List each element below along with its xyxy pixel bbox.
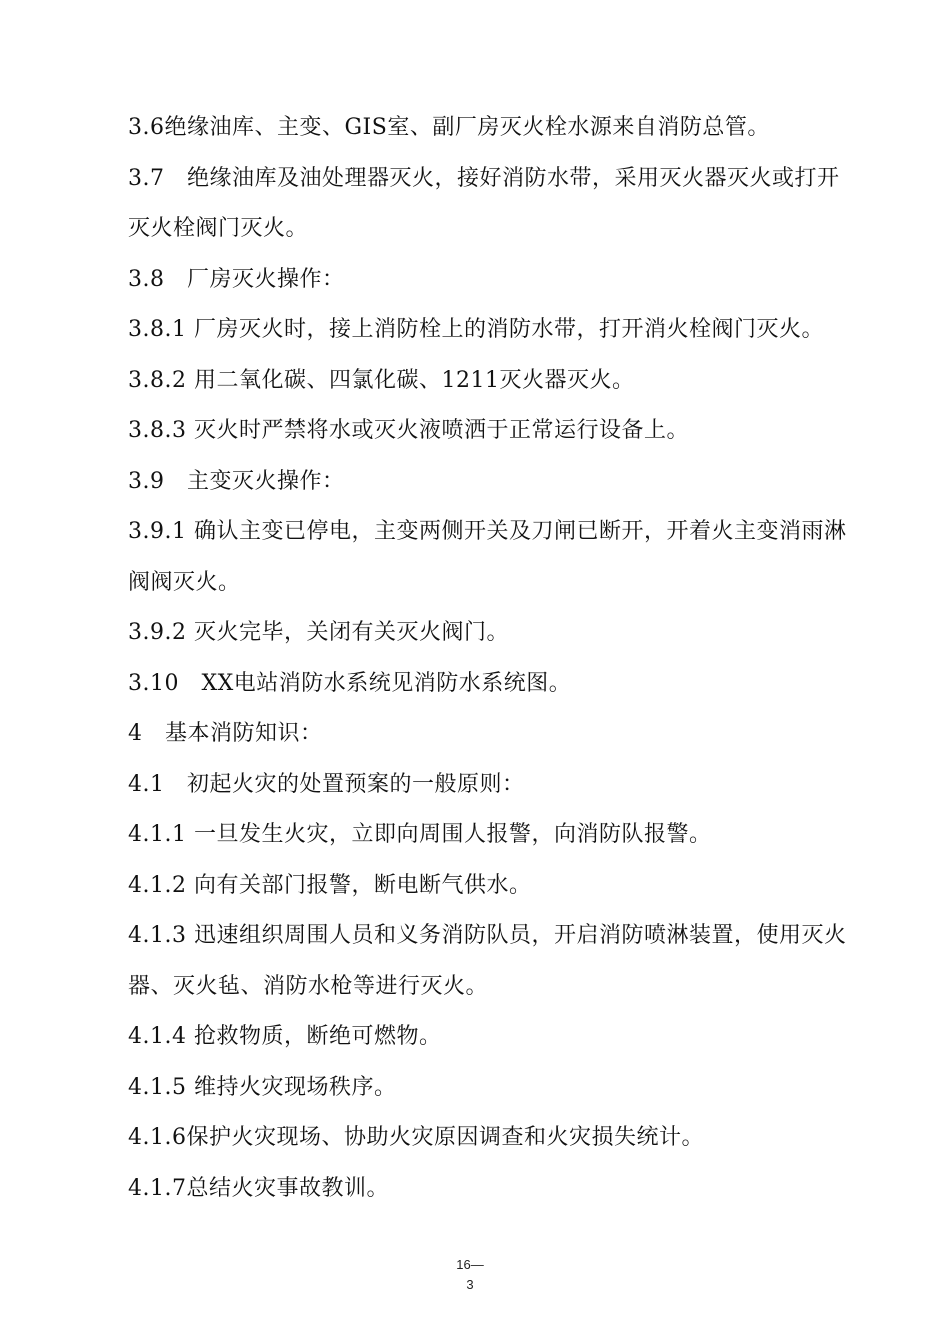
text-line: 4.1.2 向有关部门报警，断电断气供水。 xyxy=(128,872,532,898)
text-line: 4.1.6保护火灾现场、协助火灾原因调查和火灾损失统计。 xyxy=(128,1125,704,1150)
text-line: 3.8 厂房灭火操作： xyxy=(128,266,345,292)
text-line: 3.9.2 灭火完毕，关闭有关灭火阀门。 xyxy=(128,620,509,645)
page-number-bottom: 3 xyxy=(466,1277,474,1292)
text-line: 3.8.1 厂房灭火时，接上消防栓上的消防水带，打开消火栓阀门灭火。 xyxy=(128,317,824,342)
text-line: 4.1.3 迅速组织周围人员和义务消防队员，开启消防喷淋装置，使用灭火 xyxy=(128,923,847,948)
text-line: 器、灭火毡、消防水枪等进行灭火。 xyxy=(128,973,489,999)
text-line: 4.1.7总结火灾事故教训。 xyxy=(128,1175,389,1201)
text-line: 3.8.2 用二氧化碳、四氯化碳、1211灭火器灭火。 xyxy=(128,367,635,393)
text-line: 3.9 主变灭火操作： xyxy=(128,468,345,494)
text-line: 灭火栓阀门灭火。 xyxy=(128,216,309,241)
text-line: 4.1 初起火灾的处置预案的一般原则： xyxy=(128,771,525,797)
text-line: 4.1.1 一旦发生火灾，立即向周围人报警，向消防队报警。 xyxy=(128,822,712,847)
text-line: 3.7 绝缘油库及油处理器灭火，接好消防水带，采用灭火器灭火或打开 xyxy=(128,165,840,191)
text-line: 3.10 XX电站消防水系统见消防水系统图。 xyxy=(128,670,572,696)
text-line: 3.8.3 灭火时严禁将水或灭火液喷洒于正常运行设备上。 xyxy=(128,418,689,443)
text-line: 4.1.5 维持火灾现场秩序。 xyxy=(128,1074,397,1100)
text-line: 4 基本消防知识： xyxy=(128,721,323,746)
text-line: 3.6绝缘油库、主变、GIS室、副厂房灭火栓水源来自消防总管。 xyxy=(128,115,770,140)
document-body xyxy=(128,114,858,1225)
page-number-top: 16— xyxy=(456,1257,484,1272)
text-line: 阀阀灭火。 xyxy=(128,569,241,595)
text-line: 3.9.1 确认主变已停电，主变两侧开关及刀闸已断开，开着火主变消雨淋 xyxy=(128,519,847,544)
text-line: 4.1.4 抢救物质，断绝可燃物。 xyxy=(128,1024,442,1049)
